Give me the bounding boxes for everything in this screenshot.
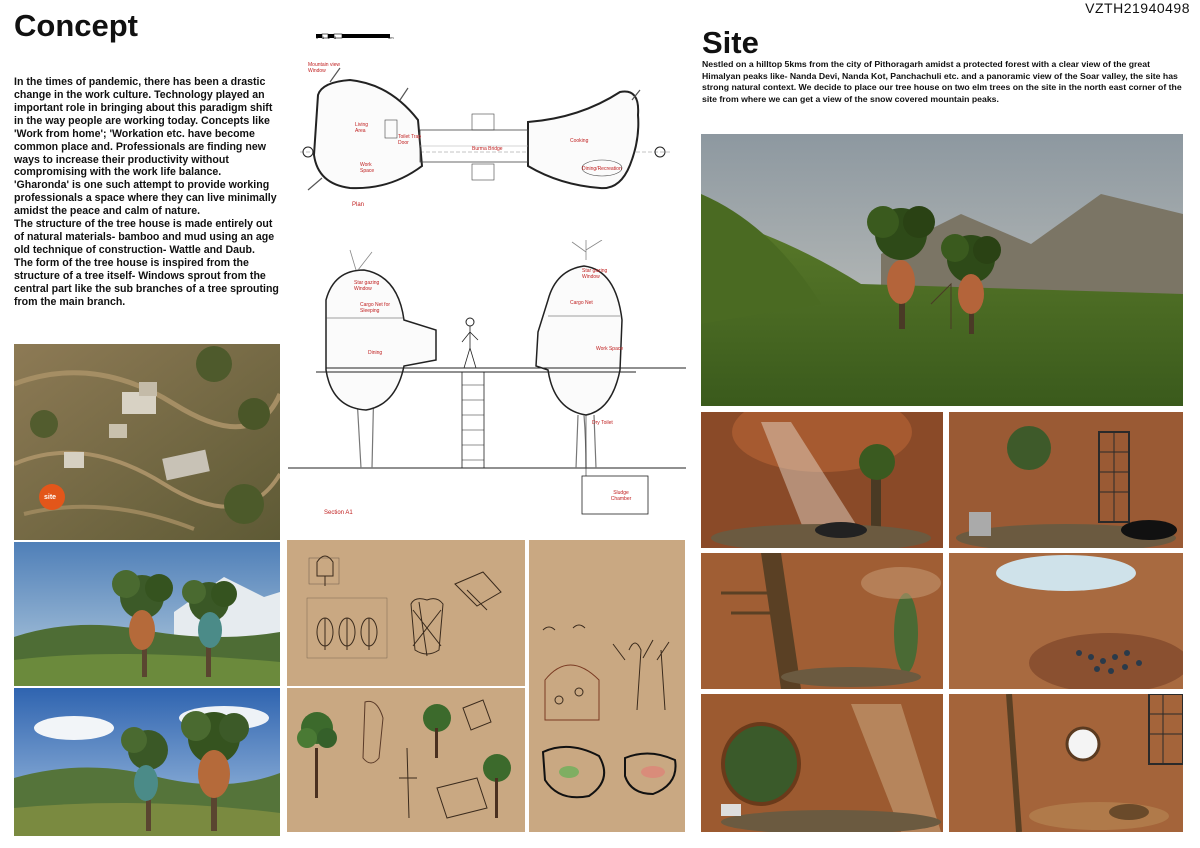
section-label: Star gazing Window — [582, 268, 608, 280]
section-label: Work Space — [596, 346, 624, 352]
interior-render-3 — [701, 553, 943, 689]
section-label: Star gazing Window — [354, 280, 380, 292]
concept-paragraph: The structure of the tree house is made entirely out of natural materials- bamboo and mud using an age old technique of construction- Wattle and Daub. — [14, 218, 275, 256]
concept-paragraph: The form of the tree house is inspired from the structure of a tree itself- Windows sprout from the central part like the sub branches of a tree sprouting from the main branch. — [14, 256, 279, 308]
plan-label: Dining/Recreation — [582, 166, 622, 172]
scale-tick: 0 — [316, 35, 319, 40]
scale-tick: 5m — [388, 35, 394, 40]
plan-label: Mountain view Window — [308, 62, 340, 74]
section-label: Dry Toilet — [592, 420, 613, 426]
section-label: Sludge Chamber — [610, 490, 632, 502]
scale-tick: 1 — [322, 35, 325, 40]
plan-label: Living Area — [355, 122, 369, 134]
interior-render-2 — [949, 412, 1183, 548]
interior-render-4 — [949, 553, 1183, 689]
concept-text — [14, 76, 282, 309]
concept-sketch-3 — [287, 688, 525, 832]
site-description: Nestled on a hilltop 5kms from the city of Pithoragarh amidst a protected forest with a clear view of the great Himalyan peaks like- Nanda Devi, Nanda Kot, Panchachuli etc. and a panoramic view of the Soar valley, the site has strong natural context. We decide to place our tree house on two elm trees on the site in the north east corner of the site from where we can get a view of the snow covered mountain peaks. — [702, 59, 1182, 104]
concept-sketch-1 — [287, 540, 525, 686]
drawing-code: VZTH21940498 — [1085, 0, 1190, 16]
concept-paragraph: 'Gharonda' is one such attempt to provide working professionals a space where they can live minimally amidst the peace and calm of nature. — [14, 179, 277, 218]
section-caption: Section A1 — [324, 510, 353, 516]
concept-paragraph: In the times of pandemic, there has been a drastic change in the work culture. Technology played an important role in bringing about this paradigm shift in the way people are working today. Concepts like 'Work from home'; 'Workation etc. have become common place and. Professionals are finding new ways to increase their productivity without compromising with the work life balance. — [14, 76, 273, 179]
interior-render-5 — [701, 694, 943, 832]
interior-render-6 — [949, 694, 1183, 832]
plan-label: Cooking — [570, 138, 589, 144]
section-label: Cargo Net — [570, 300, 593, 306]
site-landscape-render — [701, 134, 1183, 406]
plan-caption: Plan — [352, 202, 365, 208]
scale-bar — [316, 28, 398, 42]
treehouse-render-2 — [14, 688, 280, 836]
plan-label: Work Space — [360, 162, 375, 174]
interior-render-1 — [701, 412, 943, 548]
section-label: Dining — [368, 350, 383, 356]
scale-tick: 2 — [328, 35, 331, 40]
aerial-site-photo — [14, 344, 280, 540]
floor-plan — [300, 60, 680, 220]
plan-label: Toilet Trap Door — [398, 134, 422, 146]
section-label: Cargo Net for Sleeping — [360, 302, 391, 314]
site-title: Site — [702, 25, 759, 60]
treehouse-render-1 — [14, 542, 280, 686]
scale-tick: 3 — [334, 35, 337, 40]
section-drawing — [286, 240, 686, 530]
site-marker-label: site — [44, 494, 57, 501]
plan-label: Burma Bridge — [472, 146, 503, 152]
concept-sketch-2 — [529, 540, 685, 832]
concept-title: Concept — [14, 8, 138, 43]
